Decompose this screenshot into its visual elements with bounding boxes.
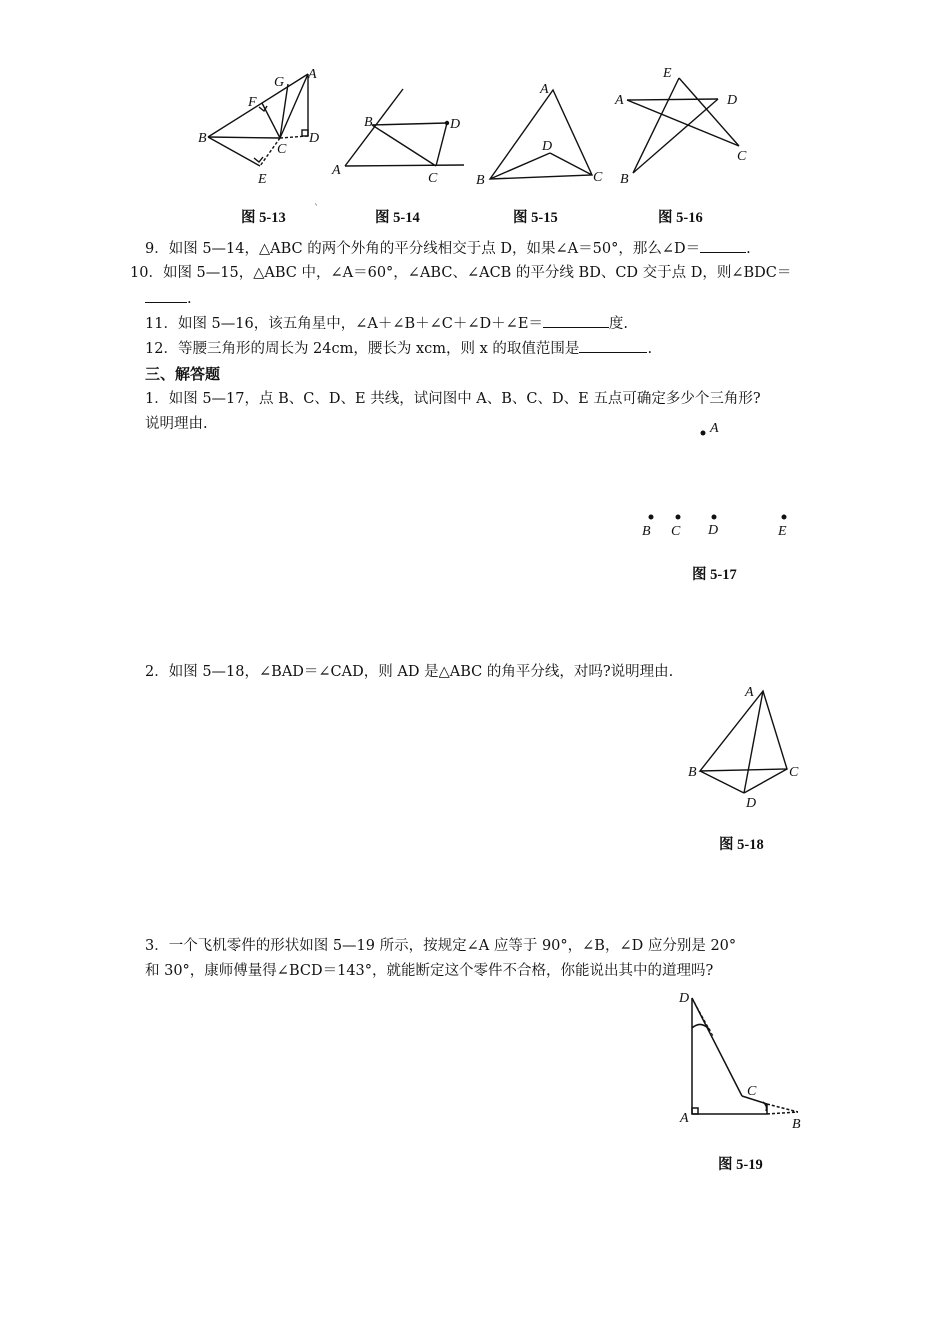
label-D: D xyxy=(679,991,690,1006)
label-C: C xyxy=(593,170,603,185)
label-C: C xyxy=(747,1084,757,1099)
figure-5-19 xyxy=(670,978,815,1138)
figure-5-13 xyxy=(190,60,330,190)
label-C: C xyxy=(671,524,681,539)
answer-blank xyxy=(700,238,746,253)
question-10 xyxy=(130,263,791,283)
label-A: A xyxy=(615,93,624,108)
label-B: B xyxy=(642,524,651,539)
answer-blank xyxy=(543,313,609,328)
caption-5-17: 图 5-17 xyxy=(692,567,737,583)
label-F: F xyxy=(248,95,257,110)
question-12 xyxy=(145,338,652,359)
label-E: E xyxy=(778,524,787,539)
label-D: D xyxy=(542,139,553,154)
question-10-text: 10．如图 5—15，△ABC 中，∠A＝60°，∠ABC、∠ACB 的平分线 BD、CD 交于点 D，则∠BDC＝ xyxy=(130,265,792,281)
answer-blank xyxy=(579,338,647,353)
figure-5-17 xyxy=(630,415,810,545)
caption-5-14: 图 5-14 xyxy=(375,210,420,226)
label-C: C xyxy=(737,149,747,164)
figure-5-16-diagram xyxy=(610,60,760,190)
caption-5-18: 图 5-18 xyxy=(719,837,764,853)
question-end: . xyxy=(746,241,751,257)
stray-mark: ` xyxy=(314,204,319,215)
question-end: 度. xyxy=(608,316,629,332)
caption-5-13: 图 5-13 xyxy=(241,210,286,226)
label-C: C xyxy=(428,171,438,186)
label-B: B xyxy=(792,1117,801,1132)
figure-5-14 xyxy=(330,80,470,190)
label-B: B xyxy=(364,115,373,130)
label-A: A xyxy=(710,421,719,436)
label-D: D xyxy=(708,523,719,538)
figure-5-18 xyxy=(680,678,810,813)
label-B: B xyxy=(476,173,485,188)
figure-5-15-diagram xyxy=(470,76,610,190)
label-A: A xyxy=(332,163,341,178)
label-E: E xyxy=(663,66,672,81)
problem-3-line2: 和 30°，康师傅量得∠BCD＝143°，就能断定这个零件不合格，你能说出其中的道理吗? xyxy=(145,963,714,979)
figure-5-15 xyxy=(470,76,610,190)
figure-5-17-diagram xyxy=(630,415,810,545)
question-9-text: 9．如图 5—14，△ABC 的两个外角的平分线相交于点 D，如果∠A＝50°，那么∠D＝ xyxy=(145,241,701,257)
question-12-text: 12．等腰三角形的周长为 24cm，腰长为 xcm，则 x 的取值范围是 xyxy=(145,341,580,357)
label-C: C xyxy=(277,142,287,157)
label-D: D xyxy=(450,117,461,132)
question-11-text: 11．如图 5—16，该五角星中，∠A＋∠B＋∠C＋∠D＋∠E＝ xyxy=(145,316,543,332)
figure-5-19-diagram xyxy=(670,978,815,1138)
figure-5-14-diagram xyxy=(330,80,470,190)
label-D: D xyxy=(746,796,757,811)
label-D: D xyxy=(309,131,320,146)
label-B: B xyxy=(198,131,207,146)
caption-5-16: 图 5-16 xyxy=(658,210,703,226)
figure-5-13-diagram xyxy=(190,60,330,190)
label-A: A xyxy=(308,67,317,82)
label-A: A xyxy=(745,685,754,700)
label-A: A xyxy=(540,82,549,97)
answer-blank xyxy=(145,288,187,303)
question-11 xyxy=(145,313,628,334)
label-B: B xyxy=(688,765,697,780)
label-D: D xyxy=(727,93,738,108)
problem-3-line1: 3．一个飞机零件的形状如图 5—19 所示，按规定∠A 应等于 90°，∠B，∠D 应分别是 20° xyxy=(145,938,737,954)
problem-1-line2: 说明理由. xyxy=(145,416,208,432)
question-9 xyxy=(145,238,751,259)
label-C: C xyxy=(789,765,799,780)
label-B: B xyxy=(620,172,629,187)
label-G: G xyxy=(274,75,285,90)
problem-1-line1: 1．如图 5—17，点 B、C、D、E 共线，试问图中 A、B、C、D、E 五点可确定多少个三角形? xyxy=(145,391,761,407)
figure-5-18-diagram xyxy=(680,678,810,813)
label-A: A xyxy=(680,1111,689,1126)
figure-5-16 xyxy=(610,60,760,190)
section-heading: 三、解答题 xyxy=(145,365,221,383)
caption-5-15: 图 5-15 xyxy=(513,210,558,226)
label-E: E xyxy=(258,172,267,187)
caption-5-19: 图 5-19 xyxy=(718,1157,763,1173)
question-end: . xyxy=(187,291,192,307)
problem-2: 2．如图 5—18，∠BAD＝∠CAD，则 AD 是△ABC 的角平分线，对吗?说明理由. xyxy=(145,664,674,680)
question-end: . xyxy=(647,341,653,357)
question-10-answer xyxy=(145,288,192,309)
